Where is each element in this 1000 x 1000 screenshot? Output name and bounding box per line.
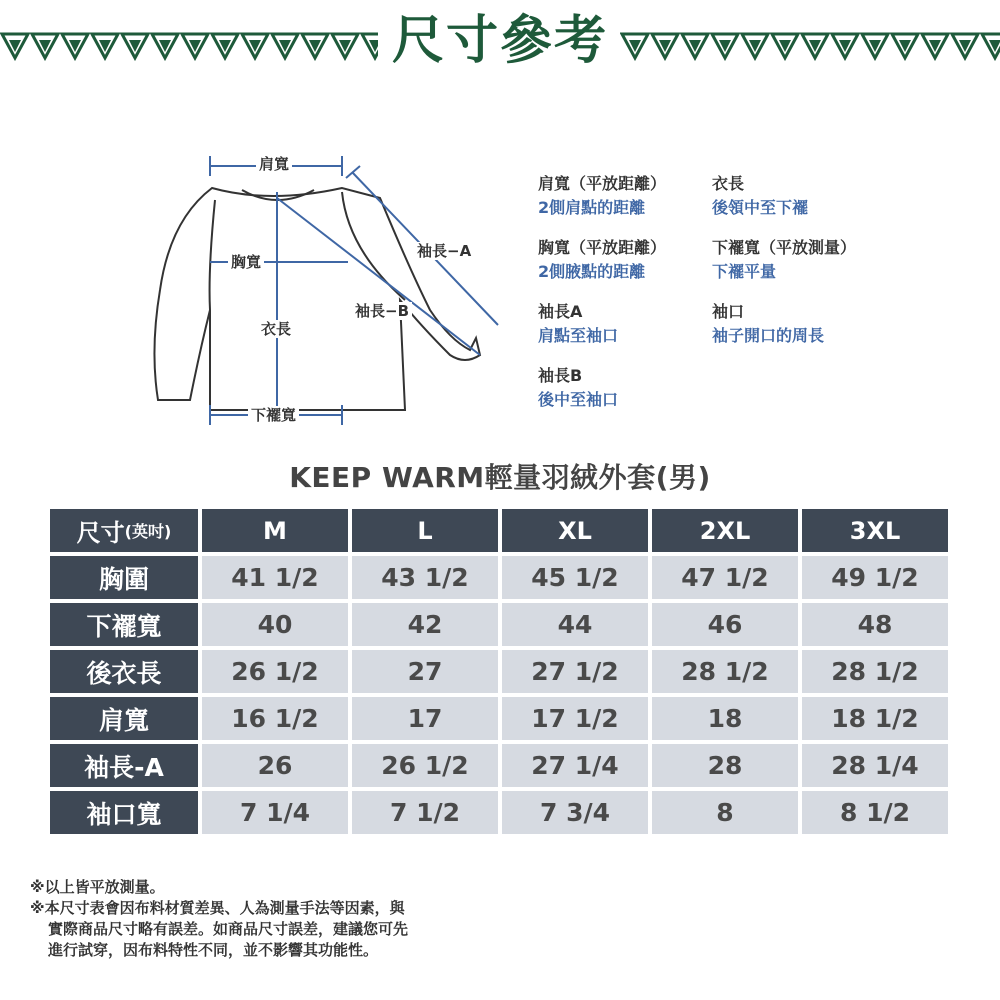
legend-desc: 後領中至下襬 [712, 198, 809, 217]
legend-desc: 袖子開口的周長 [712, 326, 825, 345]
table-cell: 26 [202, 744, 348, 787]
table-cell: 44 [502, 603, 648, 646]
legend-title: 袖口 [712, 302, 745, 321]
diagram-label-length: 衣長 [258, 320, 294, 338]
note-line: ※以上皆平放測量。 [30, 878, 165, 896]
corner-label: 尺寸 [76, 519, 125, 547]
header-decoration-left [0, 28, 378, 64]
table-cell: 42 [352, 603, 498, 646]
size-header-2xl: 2XL [652, 509, 798, 552]
legend-item-chest [538, 236, 666, 284]
table-cell: 28 1/2 [802, 650, 948, 693]
size-header-3xl: 3XL [802, 509, 948, 552]
table-cell: 45 1/2 [502, 556, 648, 599]
legend-desc: 後中至袖口 [538, 390, 619, 409]
product-title: KEEP WARM輕量羽絨外套(男) [289, 461, 711, 494]
diagram-label-sleeve-a: 袖長−A [414, 242, 474, 260]
diagram-label-hem: 下襬寬 [248, 406, 299, 424]
legend-item-hem [712, 236, 856, 284]
row-label-chest: 胸圍 [50, 556, 198, 599]
table-cell: 49 1/2 [802, 556, 948, 599]
table-cell: 28 1/4 [802, 744, 948, 787]
table-cell: 48 [802, 603, 948, 646]
size-header-m: M [202, 509, 348, 552]
legend-item-sleeve-b [538, 364, 618, 412]
row-label-sleeve-a: 袖長-A [50, 744, 198, 787]
note-line: 進行試穿，因布料特性不同，並不影響其功能性。 [48, 941, 379, 959]
table-cell: 7 1/4 [202, 791, 348, 834]
measurement-notes [30, 877, 408, 961]
table-cell: 47 1/2 [652, 556, 798, 599]
legend-item-cuff [712, 300, 824, 348]
legend-title: 肩寬（平放距離） [538, 174, 667, 193]
diagram-label-sleeve-b: 袖長−B [352, 302, 412, 320]
garment-diagram [120, 150, 520, 435]
diagram-label-chest: 胸寬 [228, 253, 264, 271]
table-cell: 46 [652, 603, 798, 646]
table-cell: 27 1/2 [502, 650, 648, 693]
table-cell: 28 1/2 [652, 650, 798, 693]
table-cell: 40 [202, 603, 348, 646]
table-cell: 8 1/2 [802, 791, 948, 834]
table-cell: 27 [352, 650, 498, 693]
legend-title: 衣長 [712, 174, 745, 193]
legend-desc: 2側肩點的距離 [538, 198, 646, 217]
size-header-l: L [352, 509, 498, 552]
table-cell: 26 1/2 [202, 650, 348, 693]
legend-item-shoulder [538, 172, 666, 220]
table-cell: 17 [352, 697, 498, 740]
row-label-shoulder: 肩寬 [50, 697, 198, 740]
legend-title: 下襬寬（平放測量） [712, 238, 857, 257]
table-cell: 28 [652, 744, 798, 787]
table-cell: 41 1/2 [202, 556, 348, 599]
legend-desc: 2側腋點的距離 [538, 262, 646, 281]
size-header-xl: XL [502, 509, 648, 552]
table-cell: 8 [652, 791, 798, 834]
table-cell: 7 3/4 [502, 791, 648, 834]
legend-desc: 下襬平量 [712, 262, 777, 281]
table-cell: 18 [652, 697, 798, 740]
legend-item-length [712, 172, 808, 220]
header-decoration-right [620, 28, 1000, 64]
table-cell: 43 1/2 [352, 556, 498, 599]
table-cell: 27 1/4 [502, 744, 648, 787]
corner-unit: (英吋) [124, 522, 172, 541]
table-cell: 7 1/2 [352, 791, 498, 834]
table-corner-cell [50, 509, 198, 552]
legend-title: 胸寬（平放距離） [538, 238, 667, 257]
note-line: 實際商品尺寸略有誤差。如商品尺寸誤差，建議您可先 [48, 920, 409, 938]
table-cell: 26 1/2 [352, 744, 498, 787]
legend-title: 袖長B [538, 366, 583, 385]
table-cell: 18 1/2 [802, 697, 948, 740]
diagram-label-shoulder: 肩寬 [256, 155, 292, 173]
legend-title: 袖長A [538, 302, 583, 321]
page-title: 尺寸參考 [391, 11, 608, 71]
jacket-outline-icon [120, 150, 520, 435]
table-cell: 17 1/2 [502, 697, 648, 740]
row-label-back-length: 後衣長 [50, 650, 198, 693]
legend-desc: 肩點至袖口 [538, 326, 619, 345]
note-line: ※本尺寸表會因布料材質差異、人為測量手法等因素，與 [30, 899, 405, 917]
row-label-hem: 下襬寬 [50, 603, 198, 646]
legend-item-sleeve-a [538, 300, 618, 348]
row-label-cuff: 袖口寬 [50, 791, 198, 834]
table-cell: 16 1/2 [202, 697, 348, 740]
